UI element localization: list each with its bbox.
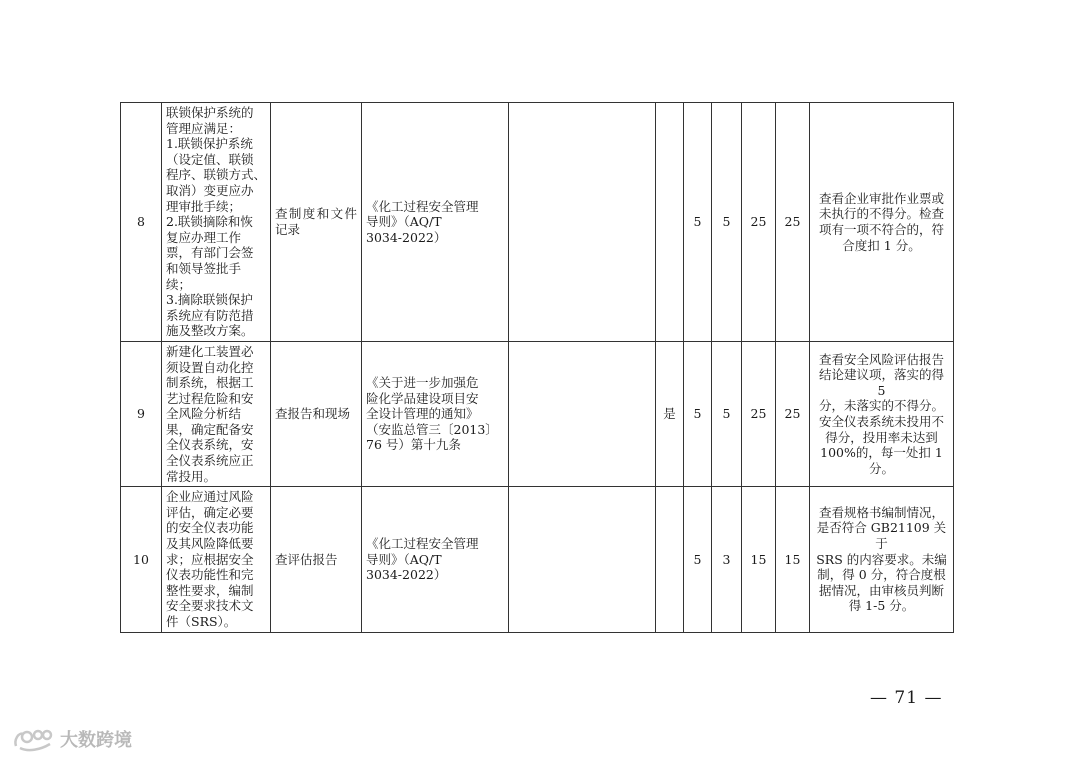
requirement-cell-line: 安全要求技术文 [166, 598, 254, 614]
requirement-cell-line: 新建化工装置必 [166, 343, 254, 359]
score-cell: 5 [712, 103, 742, 342]
requirement-cell-lines [166, 489, 266, 629]
table-body [121, 103, 954, 633]
check-method-cell: 查评估报告 [271, 487, 362, 632]
requirement-cell-line: 程序、联锁方式、 [166, 167, 267, 183]
basis-cell [362, 341, 509, 486]
item-number-cell: 8 [121, 103, 162, 342]
score-cell: 5 [712, 341, 742, 486]
criteria-cell-line: 得 1-5 分。 [848, 598, 915, 614]
criteria-cell-line: 查看规格书编制情况， [818, 504, 944, 520]
weight-cell: 5 [684, 487, 712, 632]
requirement-cell-line: 企业应通过风险 [166, 489, 254, 505]
requirement-cell-line: 制系统，根据工 [166, 375, 254, 391]
criteria-cell-lines [814, 191, 949, 253]
requirement-cell-line: 果，确定配备安 [166, 421, 254, 437]
requirement-cell [162, 487, 271, 632]
basis-cell-line: 3034-2022） [366, 567, 447, 583]
criteria-cell [810, 487, 954, 632]
item-number-cell: 9 [121, 341, 162, 486]
total-cell: 15 [742, 487, 776, 632]
requirement-cell-line: 全仪表系统应正 [166, 453, 254, 469]
mandatory-cell: 是 [656, 341, 684, 486]
mandatory-cell [656, 103, 684, 342]
requirement-cell-line: 艺过程危险和安 [166, 390, 254, 406]
requirement-cell [162, 341, 271, 486]
requirement-cell-line: 理审批手续； [166, 198, 242, 214]
criteria-cell-line: 据情况，由审核员判断 [818, 582, 944, 598]
requirement-cell-line: 须设置自动化控 [166, 359, 254, 375]
basis-cell-line: 险化学品建设项目安 [366, 390, 479, 406]
criteria-cell-line: 100%的，每一处扣 1 分。 [820, 445, 943, 476]
requirement-cell-line: 全风险分析结 [166, 406, 242, 422]
actual-score-cell: 15 [776, 487, 810, 632]
requirement-cell-line: 及其风险降低要 [166, 536, 254, 552]
requirement-cell-line: 的安全仪表功能 [166, 520, 254, 536]
criteria-cell-lines [814, 505, 949, 614]
weight-cell: 5 [684, 103, 712, 342]
basis-cell-line: 导则》（AQ/T [366, 551, 442, 567]
weight-cell: 5 [684, 341, 712, 486]
criteria-cell-line: 制，得 0 分，符合度根 [817, 567, 946, 583]
requirement-cell [162, 103, 271, 342]
basis-cell-line: 76 号）第十九条 [366, 437, 461, 453]
basis-cell-lines [366, 536, 504, 583]
requirement-cell-line: 1.联锁保护系统 [166, 136, 253, 152]
criteria-cell-line: 是否符合 GB21109 关于 [816, 520, 947, 552]
requirement-cell-line: 全仪表系统，安 [166, 437, 254, 453]
table-row [121, 341, 954, 486]
requirement-cell-line: 系统应有防范措 [166, 307, 254, 323]
watermark-logo-icon [12, 726, 56, 752]
requirement-cell-lines [166, 344, 266, 484]
requirement-cell-line: 取消）变更应办 [166, 182, 254, 198]
criteria-cell-line: 分，未落实的不得分。 [818, 398, 944, 414]
criteria-cell-line: 结论建议项，落实的得 5 [818, 367, 944, 398]
criteria-cell-line: 查看安全风险评估报告 [818, 351, 944, 367]
requirement-cell-line: 施及整改方案。 [166, 323, 254, 339]
requirement-cell-line: 常投用。 [166, 468, 217, 484]
criteria-cell-line: 未执行的不得分。检查 [818, 206, 944, 222]
requirement-cell-line: 复应办理工作 [166, 229, 242, 245]
criteria-cell-line: 项有一项不符合的，符 [818, 221, 944, 237]
requirement-cell-line: 管理应满足： [166, 120, 242, 136]
remark-cell [509, 103, 656, 342]
requirement-cell-line: 2.联锁摘除和恢 [166, 214, 253, 230]
requirement-cell-line: 和领导签批手 [166, 260, 242, 276]
requirement-cell-line: 续； [166, 276, 192, 292]
requirement-cell-line: 整性要求，编制 [166, 582, 254, 598]
requirement-cell-line: 求；应根据安全 [166, 551, 254, 567]
table-row [121, 103, 954, 342]
requirement-cell-lines [166, 105, 266, 339]
basis-cell-line: 《化工过程安全管理 [366, 536, 479, 552]
basis-cell-line: 导则》（AQ/T [366, 214, 442, 230]
total-cell: 25 [742, 103, 776, 342]
basis-cell-line: 《关于进一步加强危 [366, 375, 479, 391]
requirement-cell-line: 票，有部门会签 [166, 245, 254, 261]
assessment-table [120, 102, 954, 633]
basis-cell-line: （安监总管三〔2013〕 [366, 421, 498, 437]
requirement-cell-line: （设定值、联锁 [166, 151, 254, 167]
table-row [121, 487, 954, 632]
criteria-cell-line: 安全仪表系统未投用不 [818, 414, 944, 430]
remark-cell [509, 341, 656, 486]
requirement-cell-line: 仪表功能性和完 [166, 567, 254, 583]
actual-score-cell: 25 [776, 103, 810, 342]
total-cell: 25 [742, 341, 776, 486]
criteria-cell [810, 341, 954, 486]
check-method-cell: 查制度和文件记录 [271, 103, 362, 342]
watermark-text: 大数跨境 [60, 730, 132, 751]
remark-cell [509, 487, 656, 632]
actual-score-cell: 25 [776, 341, 810, 486]
item-number-cell: 10 [121, 487, 162, 632]
basis-cell-line: 3034-2022） [366, 229, 447, 245]
criteria-cell [810, 103, 954, 342]
criteria-cell-line: 合度扣 1 分。 [842, 237, 921, 253]
criteria-cell-line: 得分，投用率未达到 [825, 429, 938, 445]
basis-cell-line: 《化工过程安全管理 [366, 198, 479, 214]
page-number: — 71 — [870, 688, 943, 708]
watermark [12, 726, 132, 752]
requirement-cell-line: 3.摘除联锁保护 [166, 292, 253, 308]
criteria-cell-lines [814, 352, 949, 477]
mandatory-cell [656, 487, 684, 632]
requirement-cell-line: 件（SRS）。 [166, 614, 237, 629]
basis-cell-lines [366, 199, 504, 246]
score-cell: 3 [712, 487, 742, 632]
basis-cell-lines [366, 375, 504, 453]
basis-cell [362, 103, 509, 342]
basis-cell-line: 全设计管理的通知》 [366, 406, 479, 422]
basis-cell [362, 487, 509, 632]
requirement-cell-line: 联锁保护系统的 [166, 105, 254, 120]
criteria-cell-line: SRS 的内容要求。未编 [816, 551, 947, 567]
check-method-cell: 查报告和现场 [271, 341, 362, 486]
requirement-cell-line: 评估，确定必要 [166, 504, 254, 520]
criteria-cell-line: 查看企业审批作业票或 [818, 190, 944, 206]
